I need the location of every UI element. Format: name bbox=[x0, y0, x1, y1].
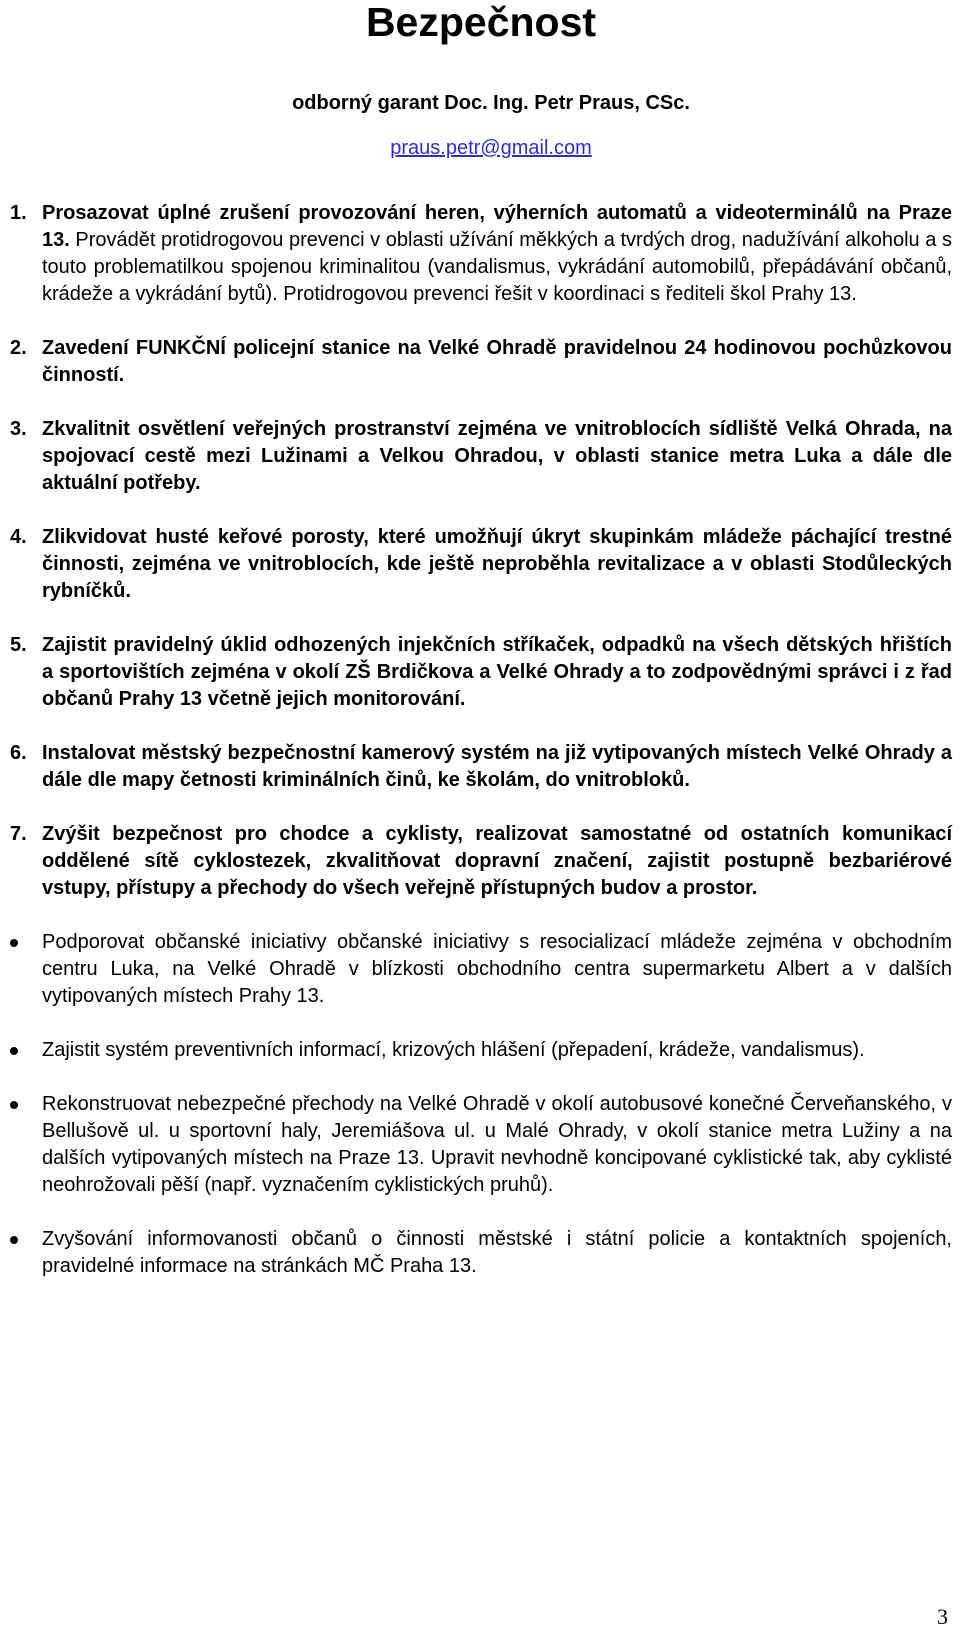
bullet-list bbox=[10, 929, 952, 1280]
document-page bbox=[10, 0, 952, 1307]
bullet-item-1 bbox=[10, 929, 952, 1010]
item-number: 4. bbox=[10, 526, 27, 548]
bullet-text: Zajistit systém preventivních informací, krizových hlášení (přepadení, krádeže, vandalismus). bbox=[42, 1039, 865, 1061]
item-normal-text: Provádět protidrogovou prevenci v oblasti užívání měkkých a tvrdých drog, nadužívání alkoholu a s touto problematilkou spojenou kriminalitou (vandalismus, vykrádání automobilů, přepádávání občanů, krádeže a vykrádání bytů). Protidrogovou prevenci řešit v koordinaci s řediteli škol Prahy 13. bbox=[42, 229, 952, 305]
list-item-1 bbox=[10, 200, 952, 308]
bullet-text: Rekonstruovat nebezpečné přechody na Velké Ohradě v okolí autobusové konečné Červeňanského, v Bellušově ul. u sportovní haly, Jeremiášova ul. u Malé Ohrady, v okolí stanice metra Lužiny a na dalších vytipovaných místech na Praze 13. Upravit nevhodně koncipované cyklistické tak, aby cyklisté neohrožovali pěší (např. vyznačením cyklistických pruhů). bbox=[42, 1093, 952, 1196]
bullet-item-4 bbox=[10, 1226, 952, 1280]
item-text: Zajistit pravidelný úklid odhozených injekčních stříkaček, odpadků na všech dětských hřištích a sportovištích zejména v okolí ZŠ Brdičkova a Velké Ohrady a to zodpovědnými správci i z řad občanů Prahy 13 včetně jejich monitorování. bbox=[42, 634, 952, 710]
list-item-4 bbox=[10, 524, 952, 605]
item-text: Zavedení FUNKČNÍ policejní stanice na Velké Ohradě pravidelnou 24 hodinovou pochůzkovou činností. bbox=[42, 337, 952, 386]
item-number: 2. bbox=[10, 337, 27, 359]
list-item-7 bbox=[10, 821, 952, 902]
list-item-2 bbox=[10, 335, 952, 389]
numbered-list bbox=[10, 200, 952, 902]
item-number: 7. bbox=[10, 823, 27, 845]
bullet-item-2 bbox=[10, 1037, 952, 1064]
item-text: Zlikvidovat husté keřové porosty, které umožňují úkryt skupinkám mládeže páchající trestné činnosti, zejména ve vnitroblocích, kde ještě neproběhla revitalizace a v oblasti Stodůleckých rybníčků. bbox=[42, 526, 952, 602]
item-number: 3. bbox=[10, 418, 27, 440]
list-item-5 bbox=[10, 632, 952, 713]
page-number: 3 bbox=[937, 1604, 948, 1629]
item-number: 5. bbox=[10, 634, 27, 656]
list-item-3 bbox=[10, 416, 952, 497]
item-text: Zkvalitnit osvětlení veřejných prostranství zejména ve vnitroblocích sídliště Velká Ohrada, na spojovací cestě mezi Lužinami a Velkou Ohradou, v oblasti stanice metra Luka a dále dle aktuální potřeby. bbox=[42, 418, 952, 494]
bullet-icon bbox=[10, 939, 18, 947]
item-number: 1. bbox=[10, 202, 27, 224]
email-link[interactable]: praus.petr@gmail.com bbox=[390, 137, 592, 159]
item-bold-text: Prosazovat úplné zrušení provozování heren, výherních automatů a videoterminálů na Praze 13. bbox=[42, 202, 952, 251]
bullet-text: Podporovat občanské iniciativy občanské iniciativy s resocializací mládeže zejména v obchodním centru Luka, na Velké Ohradě v blízkosti obchodního centra supermarketu Albert a v dalších vytipovaných místech Prahy 13. bbox=[42, 931, 952, 1007]
bullet-icon bbox=[10, 1236, 18, 1244]
bullet-icon bbox=[10, 1101, 18, 1109]
item-text: Instalovat městský bezpečnostní kamerový systém na již vytipovaných místech Velké Ohrady a dále dle mapy četnosti kriminálních činů, ke školám, do vnitrobloků. bbox=[42, 742, 952, 791]
bullet-text: Zvyšování informovanosti občanů o činnosti městské i státní policie a kontaktních spojeních, pravidelné informace na stránkách MČ Praha 13. bbox=[42, 1228, 952, 1277]
garant-line: odborný garant Doc. Ing. Petr Praus, CSc. bbox=[292, 92, 690, 114]
bullet-icon bbox=[10, 1047, 18, 1055]
page-title: Bezpečnost bbox=[365, 0, 597, 45]
item-text: Zvýšit bezpečnost pro chodce a cyklisty, realizovat samostatné od ostatních komunikací oddělené sítě cyklostezek, zkvalitňovat dopravní značení, zajistit postupně bezbariérové vstupy, přístupy a přechody do všech veřejně přístupných budov a prostor. bbox=[42, 823, 952, 899]
list-item-6 bbox=[10, 740, 952, 794]
item-number: 6. bbox=[10, 742, 27, 764]
bullet-item-3 bbox=[10, 1091, 952, 1199]
